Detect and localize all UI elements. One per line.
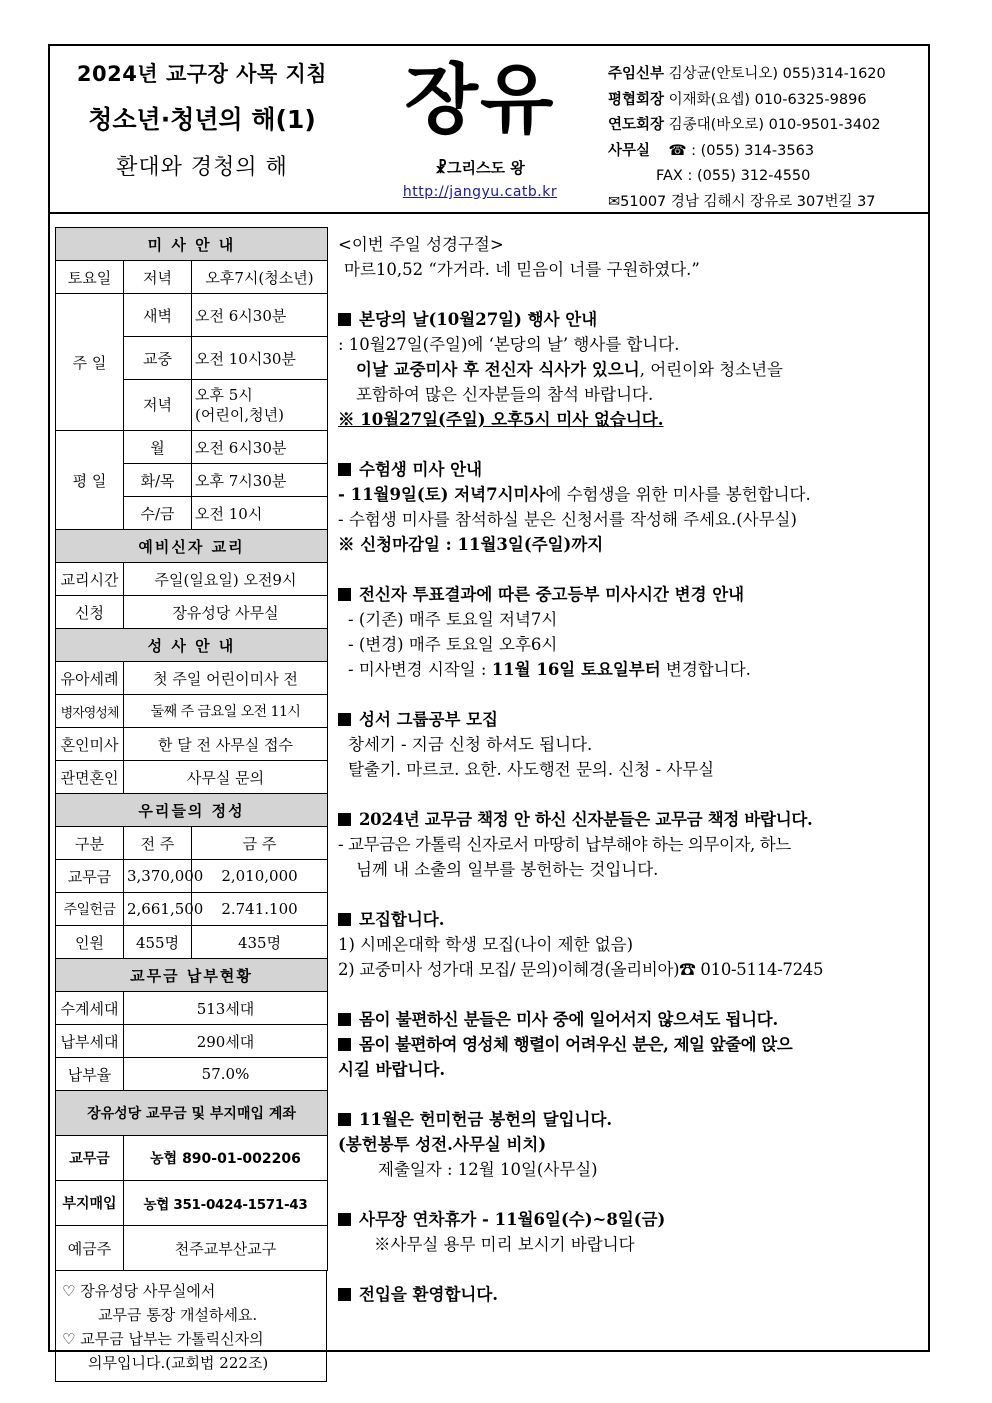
section-title: 모집합니다. — [338, 907, 928, 932]
bullet-square-icon — [338, 913, 351, 926]
theme-line3: 환대와 경청의 해 — [116, 155, 288, 180]
mass-row: 토요일 저녁 오후7시(청소년) — [56, 261, 328, 294]
theme-line2: 청소년·청년의 해(1) — [88, 105, 316, 134]
chi-rho-icon: ☧ — [435, 159, 448, 177]
header-logo — [370, 55, 590, 200]
dues-row: 수계세대 513세대 — [56, 992, 328, 1025]
section-title: 전신자 투표결과에 따른 중고등부 미사시간 변경 안내 — [338, 582, 928, 607]
account-row: 부지매입 농협 351-0424-1571-43 — [56, 1181, 328, 1226]
bullet-square-icon — [338, 588, 351, 601]
sacrament-row: 혼인미사 한 달 전 사무실 접수 — [56, 728, 328, 761]
bullet-square-icon — [338, 313, 351, 326]
sacrament-row: 관면혼인 사무실 문의 — [56, 761, 328, 794]
dues-row: 납부율 57.0% — [56, 1058, 328, 1091]
section-title: 몸이 불편하여 영성체 행렬이 어려우신 분은, 제일 앞줄에 앉으 — [338, 1032, 928, 1057]
theme-line1: 2024년 교구장 사목 지침 — [76, 62, 328, 86]
sidebar-notes: ♡ 장유성당 사무실에서 교무금 통장 개설하세요. ♡ 교무금 납부는 가톨릭신자의 의무입니다.(교회법 222조) — [55, 1271, 327, 1382]
bullet-square-icon — [338, 813, 351, 826]
catechumen-row: 교리시간 주일(일요일) 오전9시 — [56, 563, 328, 596]
contact-requiem: 연도회장 김종대(바오로) 010-9501-3402 — [608, 117, 881, 133]
bulletin-logo: 장유 — [404, 55, 556, 144]
mass-title: 미 사 안 내 — [56, 228, 328, 261]
parish-url[interactable]: http://jangyu.catb.kr — [402, 184, 558, 200]
bullet-square-icon — [338, 713, 351, 726]
sacrament-row: 병자영성체 둘째 주 금요일 오전 11시 — [56, 695, 328, 728]
weekday-label: 평 일 — [56, 431, 124, 530]
postal-icon: ✉ — [608, 193, 621, 210]
section-title: 성서 그룹공부 모집 — [338, 707, 928, 732]
sacrament-title: 성 사 안 내 — [56, 629, 328, 662]
offering-header: 구분 전 주 금 주 — [56, 827, 328, 860]
contact-office: 사무실 ☎ : (055) 314-3563 — [608, 142, 815, 159]
section-title: 전입을 환영합니다. — [338, 1282, 928, 1307]
sunday-label: 주 일 — [56, 294, 124, 431]
section-title: 본당의 날(10월27일) 행사 안내 — [338, 307, 928, 332]
bullet-square-icon — [338, 1013, 351, 1026]
account-row: 교무금 농협 890-01-002206 — [56, 1136, 328, 1181]
contact-council: 평협회장 이재화(요셉) 010-6325-9896 — [608, 91, 867, 108]
contact-priest: 주임신부 김상균(안토니오) 055)314-1620 — [608, 66, 886, 82]
catechumen-row: 신청 장유성당 사무실 — [56, 596, 328, 629]
mass-row: 화/목 오후 7시30분 — [56, 464, 328, 497]
catechumen-title: 예비신자 교리 — [56, 530, 328, 563]
sacrament-row: 유아세례 첫 주일 어린이미사 전 — [56, 662, 328, 695]
offering-row: 주일헌금 2,661,500 2.741.100 — [56, 893, 328, 926]
section-title: 수험생 미사 안내 — [338, 457, 928, 482]
announcements: <이번 주일 성경구절> 마르10,52 “가거라. 네 믿음이 너를 구원하였다.” 본당의 날(10월27일) 행사 안내 : 10월27일(주일)에 ‘본당의 날’ 행사를 합니다. 이날 교중미사 후 전신자 식사가 있으니, 어린이와 청소년을 포함하여 많은 신자분들의 참석 바랍니다. ※ 10월27일(주일) 오후5시 미사 없습니다. 수험생 미사 안내 - 11월9일(토) 저녁7시미사에 수험생을 위한 미사를 봉헌합니다. - 수험생 미사를 참석하실 분은 신청서를 작성해 주세요.(사무실) ※ 신청마감일 : 11월3일(주일)까지 전신자 투표결과에 따른 중고등부 미사시간 변경 안내 - (기존) 매주 토요일 저녁7시 - (변경) 매주 토요일 오후6시 - 미사변경 시작일 : 11월 16일 토요일부터 변경합니다. 성서 그룹공부 모집 창세기 - 지금 신청 하셔도 됩니다. 탈출기. 마르코. 요한. 사도행전 문의. 신청 - 사무실 2024년 교무금 책정 안 하신 신자분들은 교무금 책정 바랍니다. - 교무금은 가톨릭 신자로서 마땅히 납부해야 하는 의무이자, 하느 님께 내 소출의 일부를 봉헌하는 것입니다. 모집합니다. 1) 시메온대학 학생 모집(나이 제한 없음) 2) 교중미사 성가대 모집/ 문의)이혜경(올리비아)☎ 010-5114-7245 몸이 불편하신 분들은 미사 중에 일어서지 않으셔도 됩니다. 몸이 불편하여 영성체 행렬이 어려우신 분은, 제일 앞줄에 앉으 시길 바랍니다. 11월은 헌미헌금 봉헌의 달입니다. (봉헌봉투 성전.사무실 비치) 제출일자 : 12월 10일(사무실) 사무장 연차휴가 - 11월6일(수)~8일(금) ※사무실 용무 미리 보시기 바랍니다 전입을 환영합니다. — [338, 232, 928, 1307]
bullet-square-icon — [338, 1288, 351, 1301]
info-table — [55, 227, 328, 1271]
bullet-square-icon — [338, 463, 351, 476]
offering-row: 교무금 3,370,000 2,010,000 — [56, 860, 328, 893]
dues-title: 교무금 납부현황 — [56, 959, 328, 992]
header-contacts — [608, 62, 928, 215]
gospel-text: 마르10,52 “가거라. 네 믿음이 너를 구원하였다.” — [344, 260, 700, 279]
header-theme — [52, 58, 352, 181]
section-title: 11월은 헌미헌금 봉헌의 달입니다. — [338, 1107, 928, 1132]
offering-row: 인원 455명 435명 — [56, 926, 328, 959]
bullet-square-icon — [338, 1213, 351, 1226]
section-title: 사무장 연차휴가 - 11월6일(수)~8일(금) — [338, 1207, 928, 1232]
mass-row: 수/금 오전 10시 — [56, 497, 328, 530]
mass-row: 저녁 오후 5시 (어린이,청년) — [56, 380, 328, 431]
parish-name: ☧그리스도 왕 — [435, 159, 525, 177]
mass-row: 교중 오전 10시30분 — [56, 337, 328, 380]
section-title: 2024년 교무금 책정 안 하신 신자분들은 교무금 책정 바랍니다. — [338, 807, 928, 832]
offering-title: 우리들의 정성 — [56, 794, 328, 827]
dues-row: 납부세대 290세대 — [56, 1025, 328, 1058]
mass-row: 평 일 월 오전 6시30분 — [56, 431, 328, 464]
sidebar-info — [55, 227, 327, 1382]
section-title: 몸이 불편하신 분들은 미사 중에 일어서지 않으셔도 됩니다. — [338, 1007, 928, 1032]
mass-row: 주 일 새벽 오전 6시30분 — [56, 294, 328, 337]
bullet-square-icon — [338, 1038, 351, 1051]
account-row: 예금주 천주교부산교구 — [56, 1226, 328, 1271]
contact-fax: FAX : (055) 312-4550 — [656, 168, 811, 184]
contact-address: ✉51007 경남 김해시 장유로 307번길 37 — [608, 193, 876, 210]
gospel-title: <이번 주일 성경구절> — [338, 235, 504, 254]
accounts-title: 장유성당 교무금 및 부지매입 계좌 — [56, 1091, 328, 1136]
bullet-square-icon — [338, 1113, 351, 1126]
